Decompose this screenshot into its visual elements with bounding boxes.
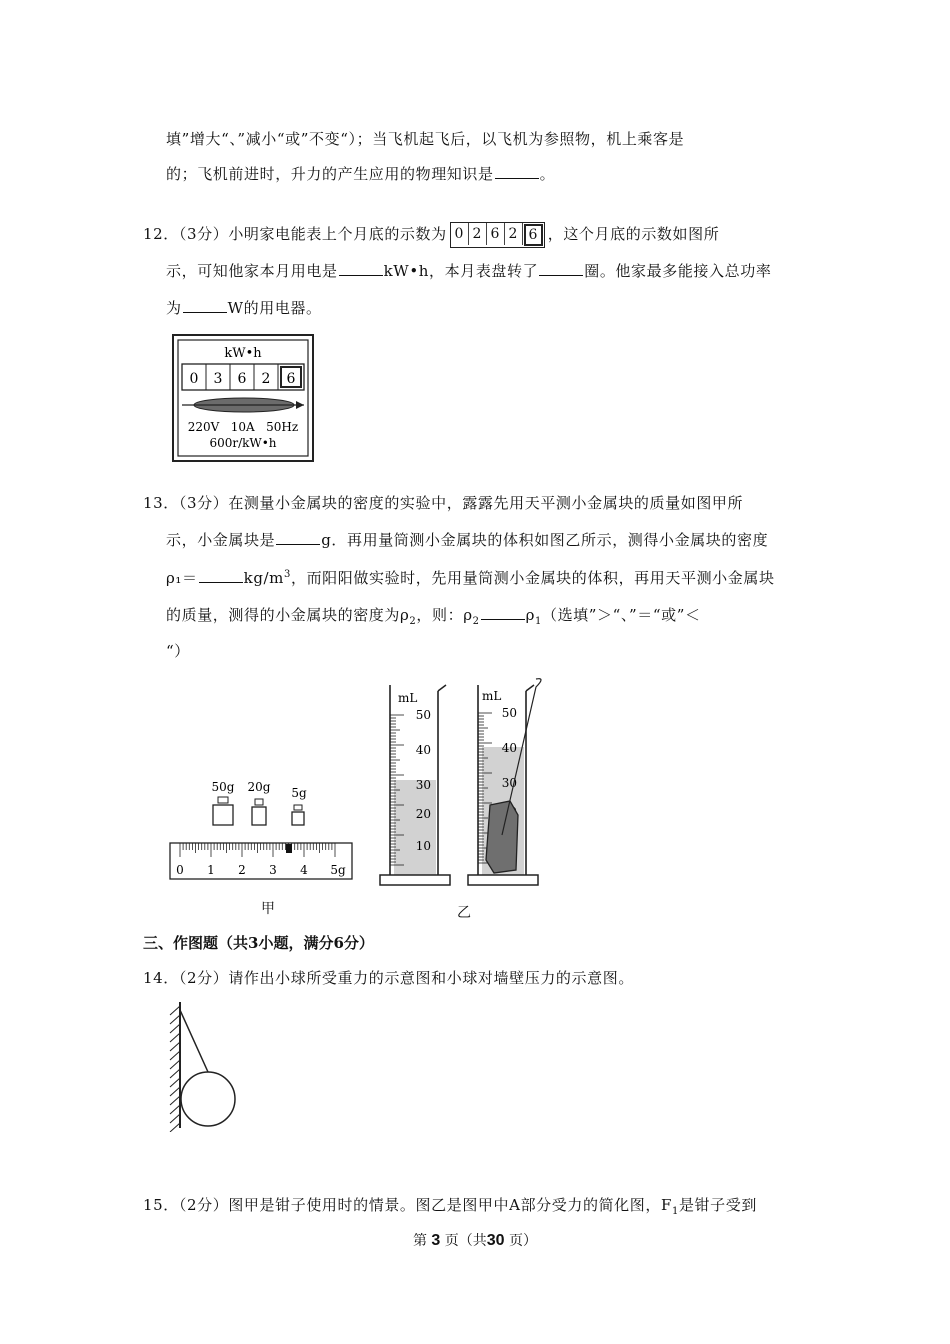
tick <box>170 1114 180 1123</box>
answer-blank[interactable] <box>481 607 525 620</box>
q13-line2-text-b: g．再用量筒测小金属块的体积如图乙所示，测得小金属块的密度 <box>321 531 769 549</box>
q15-text-a: 15．（2分）图甲是钳子使用时的情景。图乙是图甲中A部分受力的简化图，F <box>143 1196 672 1214</box>
caption-jia: 甲 <box>261 901 275 917</box>
rope <box>180 1010 208 1072</box>
q13-line4-text-d: （选填”＞“、”＝“或”＜ <box>541 606 701 624</box>
weight-50g <box>213 805 233 825</box>
q13-line1: 13．（3分）在测量小金属块的密度的实验中，露露先用天平测小金属块的质量如图甲所 <box>143 494 744 512</box>
q13-line4-text-c: ρ <box>525 606 535 624</box>
weight-50g-knob <box>218 797 228 803</box>
cyl-tick-label: 40 <box>415 743 431 757</box>
meter-spec: 220V 10A 50Hz <box>187 420 299 434</box>
q13-line3 <box>166 567 775 588</box>
tick <box>170 1078 180 1087</box>
meter-rev: 600r/kW•h <box>209 436 277 450</box>
meter-digit: 3 <box>213 371 223 387</box>
weight-20g <box>252 807 266 825</box>
scale-tick-label: 3 <box>269 863 277 877</box>
scale-tick-label: 2 <box>238 863 246 877</box>
tick <box>170 1069 180 1078</box>
q13-line3-text-c: ，而阳阳做实验时，先用量筒测小金属块的体积，再用天平测小金属块 <box>290 569 775 587</box>
tick <box>170 1042 180 1051</box>
q13-line4-text-b: ，则：ρ <box>416 606 473 624</box>
tick <box>170 1033 180 1042</box>
tick <box>170 1024 180 1033</box>
q12-line3-text-b: W的用电器。 <box>227 299 322 317</box>
tick <box>170 1096 180 1105</box>
q14-text: 14．（2分）请作出小球所受重力的示意图和小球对墙壁压力的示意图。 <box>143 969 634 987</box>
q13-line4-text: 的质量，测得的小金属块的密度为ρ <box>166 606 410 624</box>
q13-line3-unit: kg/m <box>243 569 285 587</box>
caption-yi: 乙 <box>457 905 471 921</box>
weight-5g <box>292 812 304 825</box>
metal-block <box>486 801 518 873</box>
scale-ticks <box>180 843 335 857</box>
scale-tick-label: 4 <box>300 863 308 877</box>
weight-label: 5g <box>291 786 307 800</box>
footer-text: 页（共 <box>444 1233 487 1249</box>
cyl-tick-label: 50 <box>415 708 431 722</box>
subscript: 2 <box>472 616 480 627</box>
digit: 0 <box>451 223 469 245</box>
electric-meter-figure <box>172 334 314 462</box>
scale-tick-label: 1 <box>207 863 215 877</box>
q12-line1 <box>143 222 719 248</box>
q15-text-b: 是钳子受到 <box>678 1196 757 1214</box>
q15-text <box>143 1194 757 1217</box>
weight-20g-knob <box>255 799 263 805</box>
q11-line1: 填”增大“、”减小“或”不变“）；当飞机起飞后，以飞机为参照物，机上乘客是 <box>166 130 685 148</box>
rider <box>286 844 292 853</box>
answer-blank[interactable] <box>199 570 243 583</box>
meter-digit: 6 <box>237 371 247 387</box>
cyl-tick-label: 30 <box>501 776 517 790</box>
q12-line2 <box>166 260 771 281</box>
q13-line4 <box>166 604 701 627</box>
cylinder-unit: mL <box>398 691 418 705</box>
page-number: 3 <box>431 1232 441 1249</box>
q13-line3-text: ρ₁＝ <box>166 569 198 587</box>
cyl-tick-label: 40 <box>501 741 517 755</box>
q13-line2 <box>166 529 768 550</box>
answer-blank[interactable] <box>539 263 583 276</box>
q13-line2-text: 示，小金属块是 <box>166 531 276 549</box>
q12-line3-text: 为 <box>166 299 182 317</box>
weight-label: 50g <box>211 780 235 794</box>
water-level-1 <box>394 780 436 875</box>
digit: 6 <box>524 224 543 246</box>
cylinder-unit: mL <box>482 689 502 703</box>
weight-label: 20g <box>247 780 271 794</box>
superscript: 3 <box>284 569 291 580</box>
section-3-title: 三、作图题（共3小题，满分6分） <box>143 934 374 952</box>
meter-unit: kW•h <box>224 346 262 361</box>
answer-blank[interactable] <box>183 300 227 313</box>
ball <box>181 1072 235 1126</box>
q11-line2-end: 。 <box>539 165 556 183</box>
scale-tick-label: 5g <box>330 863 346 877</box>
footer-text: 第 <box>412 1233 427 1249</box>
q11-line2-text: 的；飞机前进时，升力的产生应用的物理知识是 <box>166 165 494 183</box>
q13-line5: “） <box>166 642 190 660</box>
subscript: 2 <box>409 616 417 627</box>
ball-wall-figure <box>166 1000 246 1132</box>
page-footer <box>0 1230 950 1250</box>
wall-hatching <box>170 1006 180 1132</box>
footer-text: 页） <box>509 1233 538 1249</box>
cyl-tick-label: 20 <box>415 807 431 821</box>
meter-reading-prev <box>450 222 545 248</box>
tick <box>170 1051 180 1060</box>
cyl-tick-label: 50 <box>501 706 517 720</box>
subscript: 1 <box>535 616 542 627</box>
q12-line2-text-c: 圈。他家最多能接入总功率 <box>584 262 772 280</box>
subscript: 1 <box>671 1206 679 1217</box>
q12-line3 <box>166 297 322 318</box>
answer-blank[interactable] <box>339 263 383 276</box>
q12-number: 12．（3分）小明家电能表上个月底的示数为 <box>143 225 447 243</box>
tick <box>170 1087 180 1096</box>
total-pages: 30 <box>486 1232 505 1249</box>
answer-blank[interactable] <box>276 532 320 545</box>
meter-digit: 6 <box>286 371 296 387</box>
q12-line2-text: 示，可知他家本月用电是 <box>166 262 338 280</box>
tick <box>170 1006 180 1015</box>
tick <box>170 1060 180 1069</box>
cylinder-base <box>468 875 538 885</box>
answer-blank[interactable] <box>495 166 539 179</box>
balance-weights-figure <box>166 775 356 885</box>
digit: 6 <box>487 223 505 245</box>
tick <box>170 1123 180 1132</box>
q12-line2-text-b: kW•h，本月表盘转了 <box>383 262 539 280</box>
tick <box>170 1105 180 1114</box>
meter-digit: 2 <box>261 371 271 387</box>
scale-tick-label: 0 <box>176 863 184 877</box>
cyl-tick-label: 30 <box>415 778 431 792</box>
q11-line2 <box>166 163 555 184</box>
tick <box>170 1015 180 1024</box>
weight-5g-knob <box>294 805 302 810</box>
cylinder-base <box>380 875 450 885</box>
q12-line1-end: ，这个月底的示数如图所 <box>547 225 720 243</box>
cyl-tick-label: 10 <box>415 839 431 853</box>
graduated-cylinders-figure <box>376 675 552 890</box>
digit: 2 <box>505 223 523 245</box>
digit: 2 <box>469 223 487 245</box>
meter-digit: 0 <box>189 371 199 387</box>
